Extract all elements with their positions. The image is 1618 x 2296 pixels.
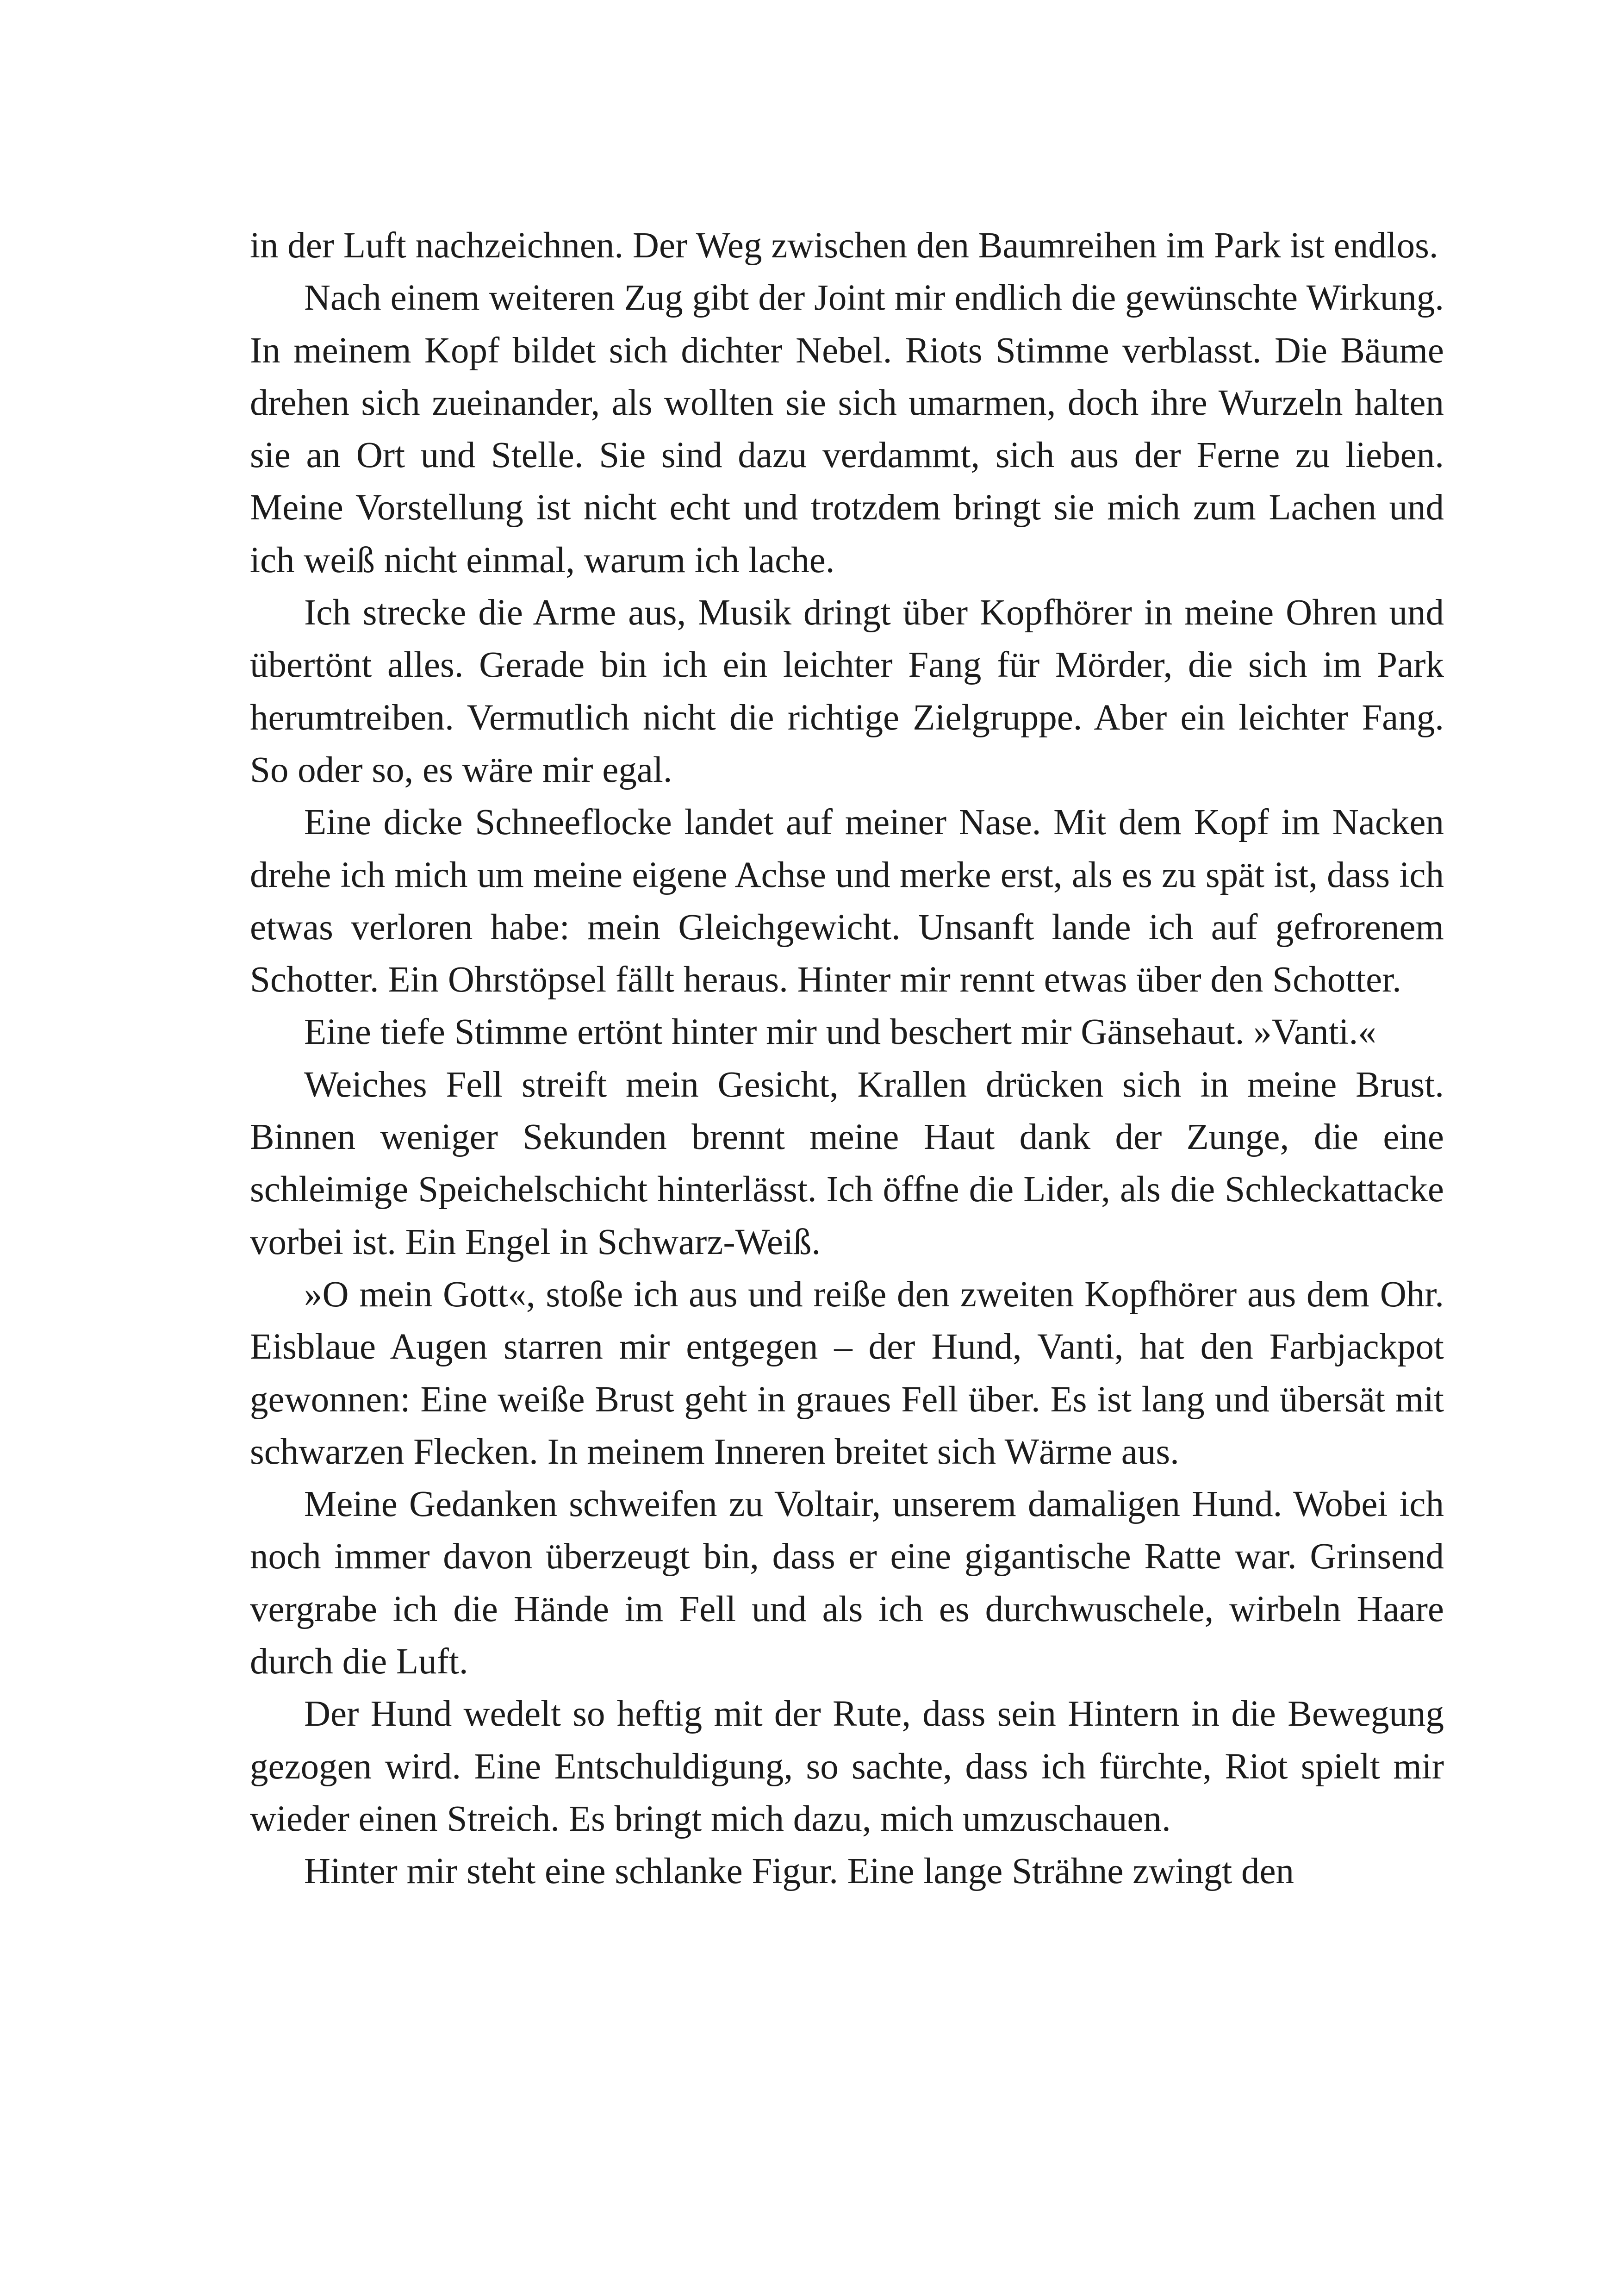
paragraph-truncated: Hinter mir steht eine schlanke Figur. Eine lange Strähne zwingt den (304, 1851, 1294, 1892)
paragraph: Weiches Fell streift mein Gesicht, Krallen drücken sich in meine Brust. Binnen weniger Sekunden brennt meine Haut dank der Zunge, die eine schleimige Speichelschicht hinterlässt. Ich öffne die Lider, als die Schleckattacke vorbei ist. Ein Engel in Schwarz-Weiß. (250, 1064, 1444, 1262)
paragraph: Nach einem weiteren Zug gibt der Joint mir endlich die gewünschte Wirkung. In meinem Kopf bildet sich dichter Nebel. Riots Stimme verblasst. Die Bäume drehen sich zueinander, als wollten sie sich umarmen, doch ihre Wurzeln halten sie an Ort und Stelle. Sie sind dazu verdammt, sich aus der Ferne zu lieben. Meine Vorstellung ist nicht echt und trotzdem bringt sie mich zum Lachen und ich weiß nicht einmal, warum ich lache. (250, 278, 1444, 580)
paragraph-continuation: in der Luft nachzeichnen. Der Weg zwischen den Baumreihen im Park ist endlos. (250, 225, 1438, 266)
body-text (250, 219, 1444, 1898)
paragraph: Eine dicke Schneeflocke landet auf meiner Nase. Mit dem Kopf im Nacken drehe ich mich um meine eigene Achse und merke erst, als es zu spät ist, dass ich etwas verloren habe: mein Gleichgewicht. Unsanft lande ich auf gefrorenem Schotter. Ein Ohrstöpsel fällt heraus. Hinter mir rennt etwas über den Schotter. (250, 802, 1444, 1000)
paragraph: Ich strecke die Arme aus, Musik dringt über Kopfhörer in meine Ohren und übertönt alles. Gerade bin ich ein leichter Fang für Mörder, die sich im Park herumtreiben. Vermutlich nicht die richtige Zielgruppe. Aber ein leichter Fang. So oder so, es wäre mir egal. (250, 593, 1444, 790)
paragraph: Der Hund wedelt so heftig mit der Rute, dass sein Hintern in die Bewegung gezogen wird. Eine Entschuldigung, so sachte, dass ich fürchte, Riot spielt mir wieder einen Streich. Es bringt mich dazu, mich umzuschauen. (250, 1694, 1444, 1839)
paragraph: Meine Gedanken schweifen zu Voltair, unserem damaligen Hund. Wobei ich noch immer davon überzeugt bin, dass er eine gigantische Ratte war. Grinsend vergrabe ich die Hände im Fell und als ich es durchwuschele, wirbeln Haare durch die Luft. (250, 1484, 1444, 1682)
paragraph: Eine tiefe Stimme ertönt hinter mir und beschert mir Gänsehaut. »Vanti.« (304, 1012, 1376, 1053)
paragraph: »O mein Gott«, stoße ich aus und reiße den zweiten Kopfhörer aus dem Ohr. Eisblaue Augen starren mir entgegen – der Hund, Vanti, hat den Farbjackpot gewonnen: Eine weiße Brust geht in graues Fell über. Es ist lang und übersät mit schwarzen Flecken. In meinem Inneren breitet sich Wärme aus. (250, 1274, 1444, 1472)
